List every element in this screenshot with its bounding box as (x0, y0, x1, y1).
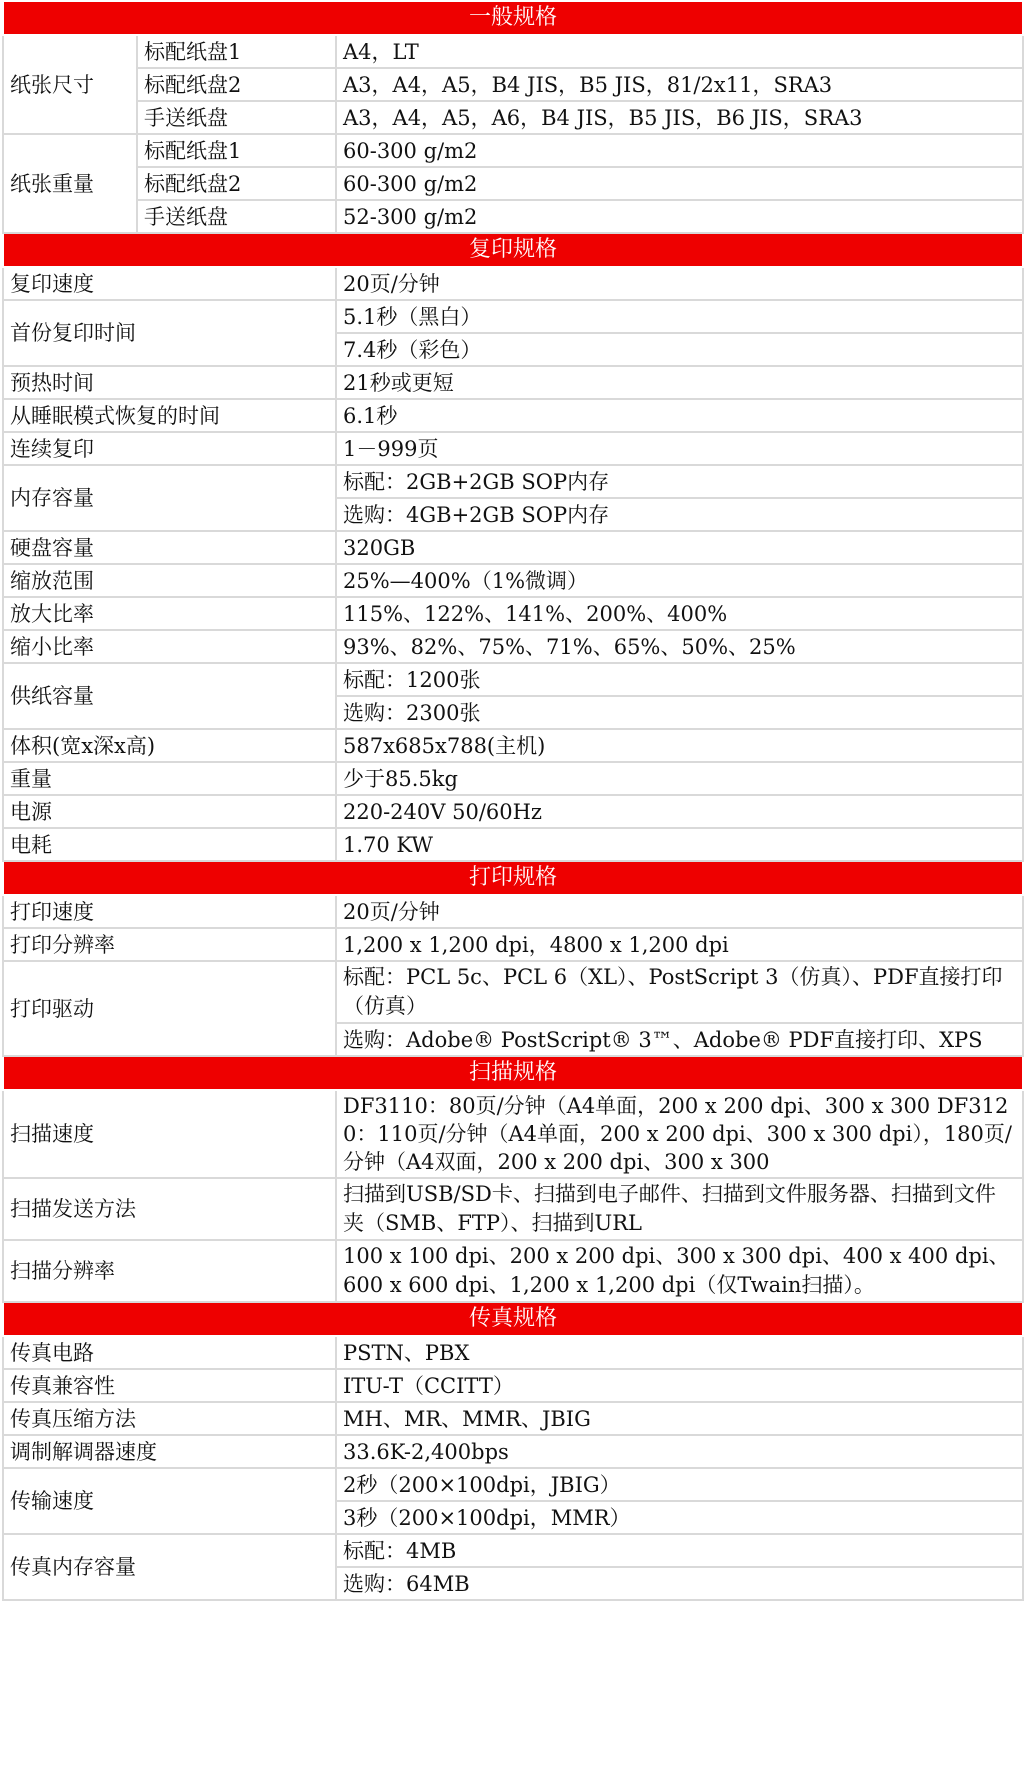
dimensions-label: 体积(宽x深x高) (3, 729, 336, 762)
table-row (3, 828, 1023, 861)
zoom-label: 缩放范围 (3, 564, 336, 597)
enlarge-label: 放大比率 (3, 597, 336, 630)
paper-size-value: A4，LT (336, 35, 1023, 68)
print-resolution-value: 1,200 x 1,200 dpi，4800 x 1,200 dpi (336, 928, 1023, 961)
print-resolution-label: 打印分辨率 (3, 928, 336, 961)
print-speed-label: 打印速度 (3, 895, 336, 928)
paper-weight-label: 纸张重量 (3, 134, 137, 233)
enlarge-value: 115%、122%、141%、200%、400% (336, 597, 1023, 630)
spec-sheet (2, 0, 1022, 1601)
paper-weight-value: 52-300 g/m2 (336, 200, 1023, 233)
table-row (3, 1090, 1023, 1178)
wake-label: 从睡眠模式恢复的时间 (3, 399, 336, 432)
consumption-label: 电耗 (3, 828, 336, 861)
table-row (3, 432, 1023, 465)
table-row (3, 134, 1023, 167)
table-row (3, 167, 1023, 200)
hdd-value: 320GB (336, 531, 1023, 564)
paper-size-value: A3，A4，A5，A6，B4 JIS，B5 JIS，B6 JIS，SRA3 (336, 101, 1023, 134)
paper-capacity-value: 选购：2300张 (336, 696, 1023, 729)
tray-label: 标配纸盘1 (137, 35, 336, 68)
tray-label: 标配纸盘1 (137, 134, 336, 167)
paper-size-value: A3，A4，A5，B4 JIS，B5 JIS，81/2x11，SRA3 (336, 68, 1023, 101)
section-title: 复印规格 (3, 233, 1023, 267)
fax-compression-label: 传真压缩方法 (3, 1402, 336, 1435)
reduce-value: 93%、82%、75%、71%、65%、50%、25% (336, 630, 1023, 663)
table-row (3, 895, 1023, 928)
print-speed-value: 20页/分钟 (336, 895, 1023, 928)
table-row (3, 1336, 1023, 1369)
tray-label: 手送纸盘 (137, 200, 336, 233)
continuous-value: 1－999页 (336, 432, 1023, 465)
table-row (3, 1468, 1023, 1501)
print-driver-label: 打印驱动 (3, 961, 336, 1056)
first-copy-label: 首份复印时间 (3, 300, 336, 366)
fax-memory-value: 标配：4MB (336, 1534, 1023, 1567)
table-row (3, 1402, 1023, 1435)
dimensions-value: 587x685x788(主机) (336, 729, 1023, 762)
paper-capacity-label: 供纸容量 (3, 663, 336, 729)
tray-label: 标配纸盘2 (137, 167, 336, 200)
section-scan (3, 1056, 1023, 1090)
reduce-label: 缩小比率 (3, 630, 336, 663)
table-row (3, 729, 1023, 762)
table-row (3, 1435, 1023, 1468)
continuous-label: 连续复印 (3, 432, 336, 465)
weight-value: 少于85.5kg (336, 762, 1023, 795)
table-row (3, 762, 1023, 795)
power-value: 220-240V 50/60Hz (336, 795, 1023, 828)
fax-circuit-value: PSTN、PBX (336, 1336, 1023, 1369)
memory-value: 标配：2GB+2GB SOP内存 (336, 465, 1023, 498)
section-fax (3, 1302, 1023, 1336)
scan-speed-text: DF3110：80页/分钟（A4单面，200 x 200 dpi、300 x 300 DF3120：110页/分钟（A4单面，200 x 200 dpi、300 x 300 dpi），180页/分钟（A4双面，200 x 200 dpi、300 x 300 (343, 1094, 1012, 1174)
table-row (3, 795, 1023, 828)
section-general (3, 1, 1023, 35)
scan-speed-label: 扫描速度 (3, 1090, 336, 1178)
scan-send-label: 扫描发送方法 (3, 1178, 336, 1240)
table-row (3, 1240, 1023, 1302)
wake-value: 6.1秒 (336, 399, 1023, 432)
table-row (3, 1178, 1023, 1240)
print-driver-value: 标配：PCL 5c、PCL 6（XL）、PostScript 3（仿真）、PDF直接打印（仿真） (336, 961, 1023, 1023)
fax-memory-label: 传真内存容量 (3, 1534, 336, 1600)
fax-memory-value: 选购：64MB (336, 1567, 1023, 1600)
table-row (3, 531, 1023, 564)
weight-label: 重量 (3, 762, 336, 795)
scan-resolution-label: 扫描分辨率 (3, 1240, 336, 1302)
table-row (3, 961, 1023, 1023)
scan-send-value: 扫描到USB/SD卡、扫描到电子邮件、扫描到文件服务器、扫描到文件夹（SMB、FTP）、扫描到URL (336, 1178, 1023, 1240)
modem-value: 33.6K-2,400bps (336, 1435, 1023, 1468)
first-copy-value: 5.1秒（黑白） (336, 300, 1023, 333)
paper-weight-value: 60-300 g/m2 (336, 134, 1023, 167)
table-row (3, 1534, 1023, 1567)
section-print (3, 861, 1023, 895)
scan-speed-value (336, 1090, 1023, 1178)
warmup-value: 21秒或更短 (336, 366, 1023, 399)
table-row (3, 267, 1023, 300)
section-title: 一般规格 (3, 1, 1023, 35)
fax-circuit-label: 传真电路 (3, 1336, 336, 1369)
scan-resolution-value: 100 x 100 dpi、200 x 200 dpi、300 x 300 dpi、400 x 400 dpi、600 x 600 dpi、1,200 x 1,200 dpi（仅Twain扫描）。 (336, 1240, 1023, 1302)
section-title: 传真规格 (3, 1302, 1023, 1336)
paper-weight-value: 60-300 g/m2 (336, 167, 1023, 200)
table-row (3, 663, 1023, 696)
section-copy (3, 233, 1023, 267)
copy-speed-label: 复印速度 (3, 267, 336, 300)
table-row (3, 68, 1023, 101)
table-row (3, 200, 1023, 233)
section-title: 扫描规格 (3, 1056, 1023, 1090)
table-row (3, 35, 1023, 68)
memory-value: 选购：4GB+2GB SOP内存 (336, 498, 1023, 531)
paper-capacity-value: 标配：1200张 (336, 663, 1023, 696)
paper-size-label: 纸张尺寸 (3, 35, 137, 134)
hdd-label: 硬盘容量 (3, 531, 336, 564)
table-row (3, 101, 1023, 134)
fax-compat-value: ITU-T（CCITT） (336, 1369, 1023, 1402)
table-row (3, 564, 1023, 597)
table-row (3, 597, 1023, 630)
transmission-label: 传输速度 (3, 1468, 336, 1534)
table-row (3, 630, 1023, 663)
consumption-value: 1.70 KW (336, 828, 1023, 861)
modem-label: 调制解调器速度 (3, 1435, 336, 1468)
fax-compression-value: MH、MR、MMR、JBIG (336, 1402, 1023, 1435)
table-row (3, 928, 1023, 961)
copy-speed-value: 20页/分钟 (336, 267, 1023, 300)
tray-label: 手送纸盘 (137, 101, 336, 134)
table-row (3, 465, 1023, 498)
fax-compat-label: 传真兼容性 (3, 1369, 336, 1402)
table-row (3, 366, 1023, 399)
power-label: 电源 (3, 795, 336, 828)
memory-label: 内存容量 (3, 465, 336, 531)
table-row (3, 399, 1023, 432)
transmission-value: 3秒（200×100dpi，MMR） (336, 1501, 1023, 1534)
tray-label: 标配纸盘2 (137, 68, 336, 101)
first-copy-value: 7.4秒（彩色） (336, 333, 1023, 366)
spec-table (2, 0, 1024, 1601)
warmup-label: 预热时间 (3, 366, 336, 399)
print-driver-value: 选购：Adobe® PostScript® 3™、Adobe® PDF直接打印、XPS (336, 1023, 1023, 1056)
transmission-value: 2秒（200×100dpi，JBIG） (336, 1468, 1023, 1501)
table-row (3, 300, 1023, 333)
section-title: 打印规格 (3, 861, 1023, 895)
zoom-value: 25%—400%（1%微调） (336, 564, 1023, 597)
table-row (3, 1369, 1023, 1402)
